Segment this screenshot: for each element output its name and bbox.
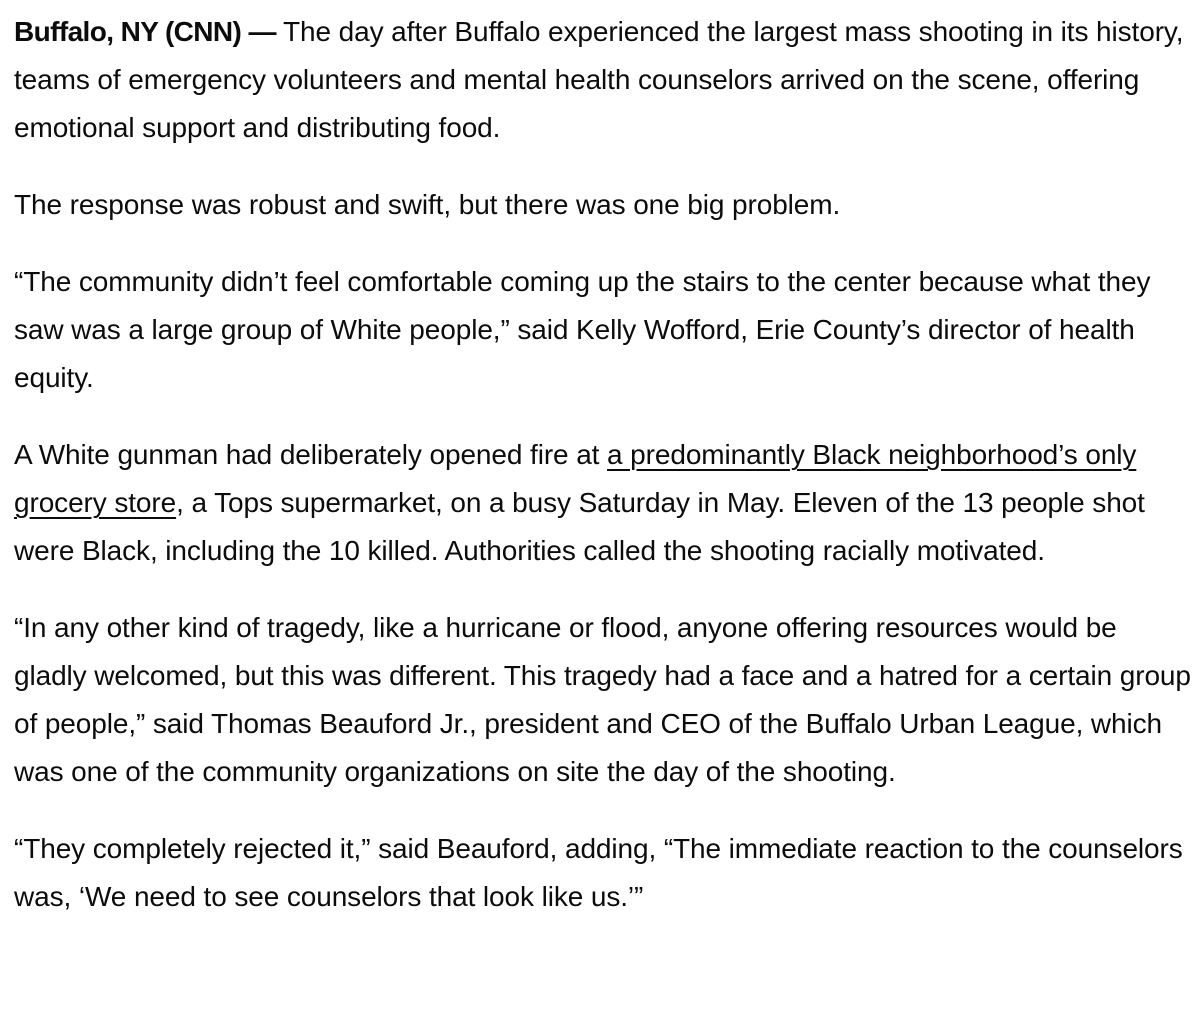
paragraph-4-text-after-link: , a Tops supermarket, on a busy Saturday in May. Eleven of the 13 people shot were Black, including the 10 killed. Authorities called the shooting racially motivated. xyxy=(14,487,1145,566)
article-paragraph-4 xyxy=(14,431,1192,575)
article-body xyxy=(14,8,1192,921)
paragraph-4-text-before-link: A White gunman had deliberately opened fire at xyxy=(14,439,608,470)
article-paragraph-1 xyxy=(14,8,1192,152)
grocery-store-link[interactable]: a predominantly Black neighborhood’s only grocery store xyxy=(14,439,1137,518)
article-paragraph-2: The response was robust and swift, but there was one big problem. xyxy=(14,189,841,220)
article-paragraph-3: “The community didn’t feel comfortable coming up the stairs to the center because what they saw was a large group of White people,” said Kelly Wofford, Erie County’s director of health equity. xyxy=(14,266,1151,393)
dateline: Buffalo, NY (CNN) — xyxy=(14,16,276,47)
paragraph-1-text: The day after Buffalo experienced the largest mass shooting in its history, teams of emergency volunteers and mental health counselors arrived on the scene, offering emotional support and distributing food. xyxy=(14,16,1184,143)
article-paragraph-6: “They completely rejected it,” said Beauford, adding, “The immediate reaction to the counselors was, ‘We need to see counselors that look like us.’” xyxy=(14,833,1183,912)
article-paragraph-5: “In any other kind of tragedy, like a hurricane or flood, anyone offering resources would be gladly welcomed, but this was different. This tragedy had a face and a hatred for a certain group of people,” said Thomas Beauford Jr., president and CEO of the Buffalo Urban League, which was one of the community organizations on site the day of the shooting. xyxy=(14,612,1191,787)
